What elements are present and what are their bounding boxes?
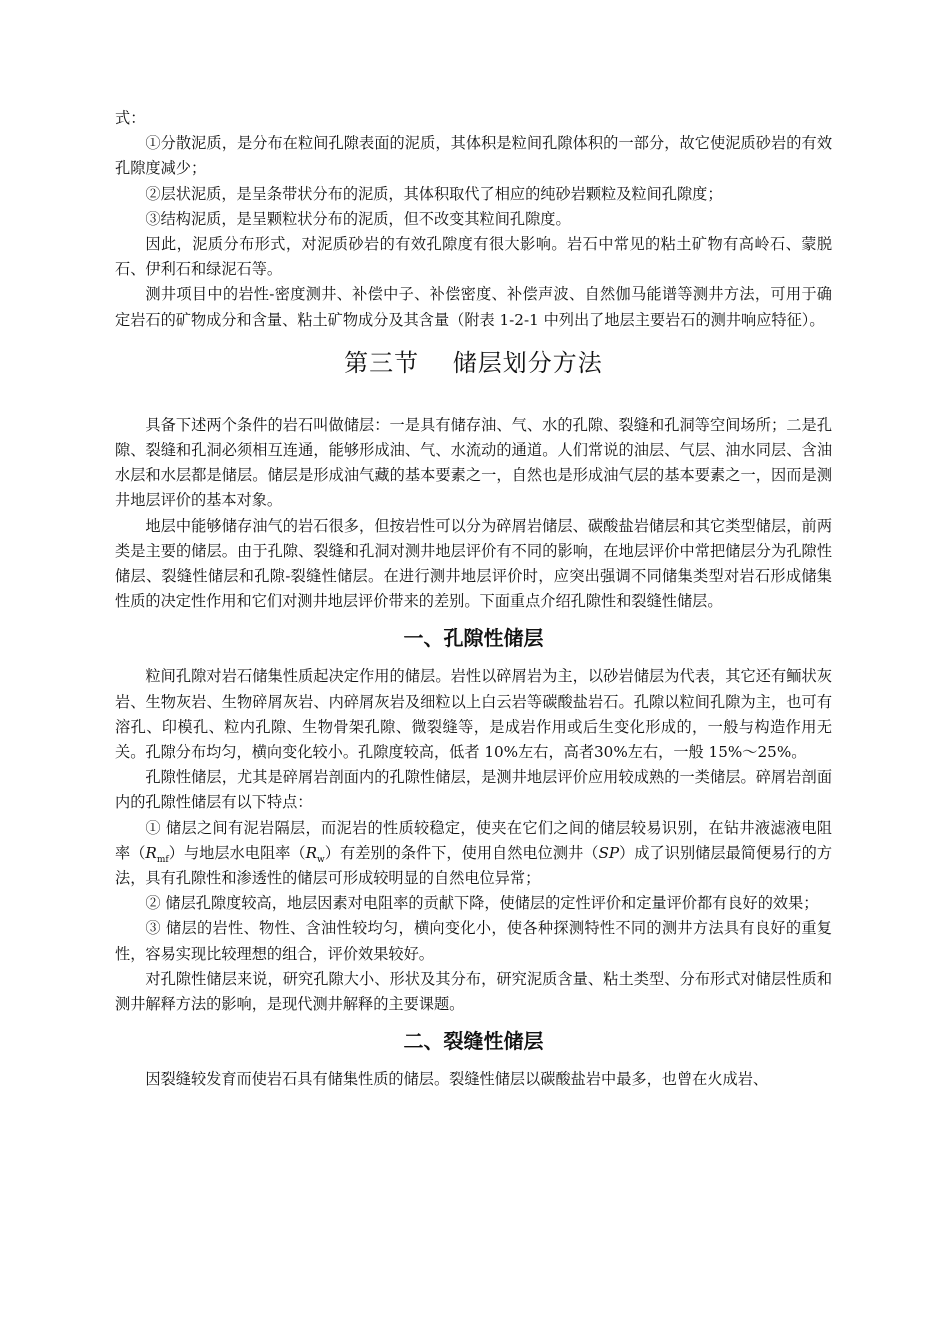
subheading-porous-reservoir: 一、孔隙性储层 [403,626,544,651]
list-item-structural-clay: ③结构泥质，是呈颗粒状分布的泥质，但不改变其粒间孔隙度。 [145,209,571,228]
symbol-sp: SP [598,843,620,862]
feature-item-3: ③ 储层的岩性、物性、含油性较均匀，横向变化小，使各种探测特性不同的测井方法具有良好的重复性，容易实现比较理想的组合，评价效果较好。 [115,919,832,963]
paragraph-reservoir-definition: 具备下述两个条件的岩石叫做储层：一是具有储存油、气、水的孔隙、裂缝和孔洞等空间场所；二是孔隙、裂缝和孔洞必须相互连通，能够形成油、气、水流动的通道。人们常说的油层、气层、油水同层、含油水层和水层都是储层。储层是形成油气藏的基本要素之一，自然也是形成油气层的基本要素之一，因而是测井地层评价的基本对象。 [115,415,832,510]
feature-1-text-a: ① 储层之间有泥岩隔层，而泥岩的性质较稳定，使夹在它们之间的储层较易识别，在钻井液滤液电阻率（ [115,818,832,862]
paragraph-clay-minerals: 因此，泥质分布形式，对泥质砂岩的有效孔隙度有很大影响。岩石中常见的粘土矿物有高岭石、蒙脱石、伊利石和绿泥石等。 [115,235,832,279]
list-item-dispersed-clay: ①分散泥质，是分布在粒间孔隙表面的泥质，其体积是粒间孔隙体积的一部分，故它使泥质砂岩的有效孔隙度减少； [115,134,832,178]
intro-line: 式： [115,109,146,127]
paragraph-reservoir-types: 地层中能够储存油气的岩石很多，但按岩性可以分为碎屑岩储层、碳酸盐岩储层和其它类型储层，前两类是主要的储层。由于孔隙、裂缝和孔洞对测井地层评价有不同的影响，在地层评价中常把储层分为孔隙性储层、裂缝性储层和孔隙-裂缝性储层。在进行测井地层评价时，应突出强调不同储集类型对岩石形成储集性质的决定性作用和它们对测井地层评价带来的差别。下面重点介绍孔隙性和裂缝性储层。 [115,516,832,611]
paragraph-porous-definition: 粒间孔隙对岩石储集性质起决定作用的储层。岩性以碎屑岩为主，以砂岩储层为代表，其它还有鲕状灰岩、生物灰岩、生物碎屑灰岩、内碎屑灰岩及细粒以上白云岩等碳酸盐岩石。孔隙以粒间孔隙为主，也可有溶孔、印模孔、粒内孔隙、生物骨架孔隙、微裂缝等，是成岩作用或后生变化形成的，一般与构造作用无关。孔隙分布均匀，横向变化较小。孔隙度较高，低者 10%左右，高者30%左右，一般 15%～25%。 [115,667,832,762]
paragraph-fractured-definition: 因裂缝较发育而使岩石具有储集性质的储层。裂缝性储层以碳酸盐岩中最多，也曾在火成岩、 [145,1070,769,1089]
subheading-fractured-reservoir: 二、裂缝性储层 [403,1029,544,1054]
list-item-laminated-clay: ②层状泥质，是呈条带状分布的泥质，其体积取代了相应的纯砂岩颗粒及粒间孔隙度； [145,184,723,203]
feature-1-text-b: ）与地层水电阻率（ [168,843,306,862]
document-page [115,106,832,1093]
symbol-r: R [145,843,157,862]
feature-1-text-d: ）成了识别储层最简便易行的方法，具有孔隙性和渗透性的储层可形成较明显的自然电位异常； [115,843,833,888]
section-title: 第三节 储层划分方法 [344,348,603,377]
subscript-mf: mf [156,854,169,865]
feature-item-1 [115,816,832,892]
subscript-w: w [317,854,325,865]
feature-item-2: ② 储层孔隙度较高，地层因素对电阻率的贡献下降，使储层的定性评价和定量评价都有良好的效果； [145,894,819,913]
symbol-r: R [305,843,318,862]
feature-1-text-c: ）有差别的条件下，使用自然电位测井（ [324,843,599,862]
paragraph-porous-research: 对孔隙性储层来说，研究孔隙大小、形状及其分布，研究泥质含量、粘土类型、分布形式对储层性质和测井解释方法的影响，是现代测井解释的主要课题。 [115,969,832,1014]
paragraph-porous-features-intro: 孔隙性储层，尤其是碎屑岩剖面内的孔隙性储层，是测井地层评价应用较成熟的一类储层。碎屑岩剖面内的孔隙性储层有以下特点： [115,768,832,812]
paragraph-logging-methods: 测井项目中的岩性-密度测井、补偿中子、补偿密度、补偿声波、自然伽马能谱等测井方法，可用于确定岩石的矿物成分和含量、粘土矿物成分及其含量（附表 1-2-1 中列出了地层主要岩石的测井响应特征）。 [115,285,832,329]
